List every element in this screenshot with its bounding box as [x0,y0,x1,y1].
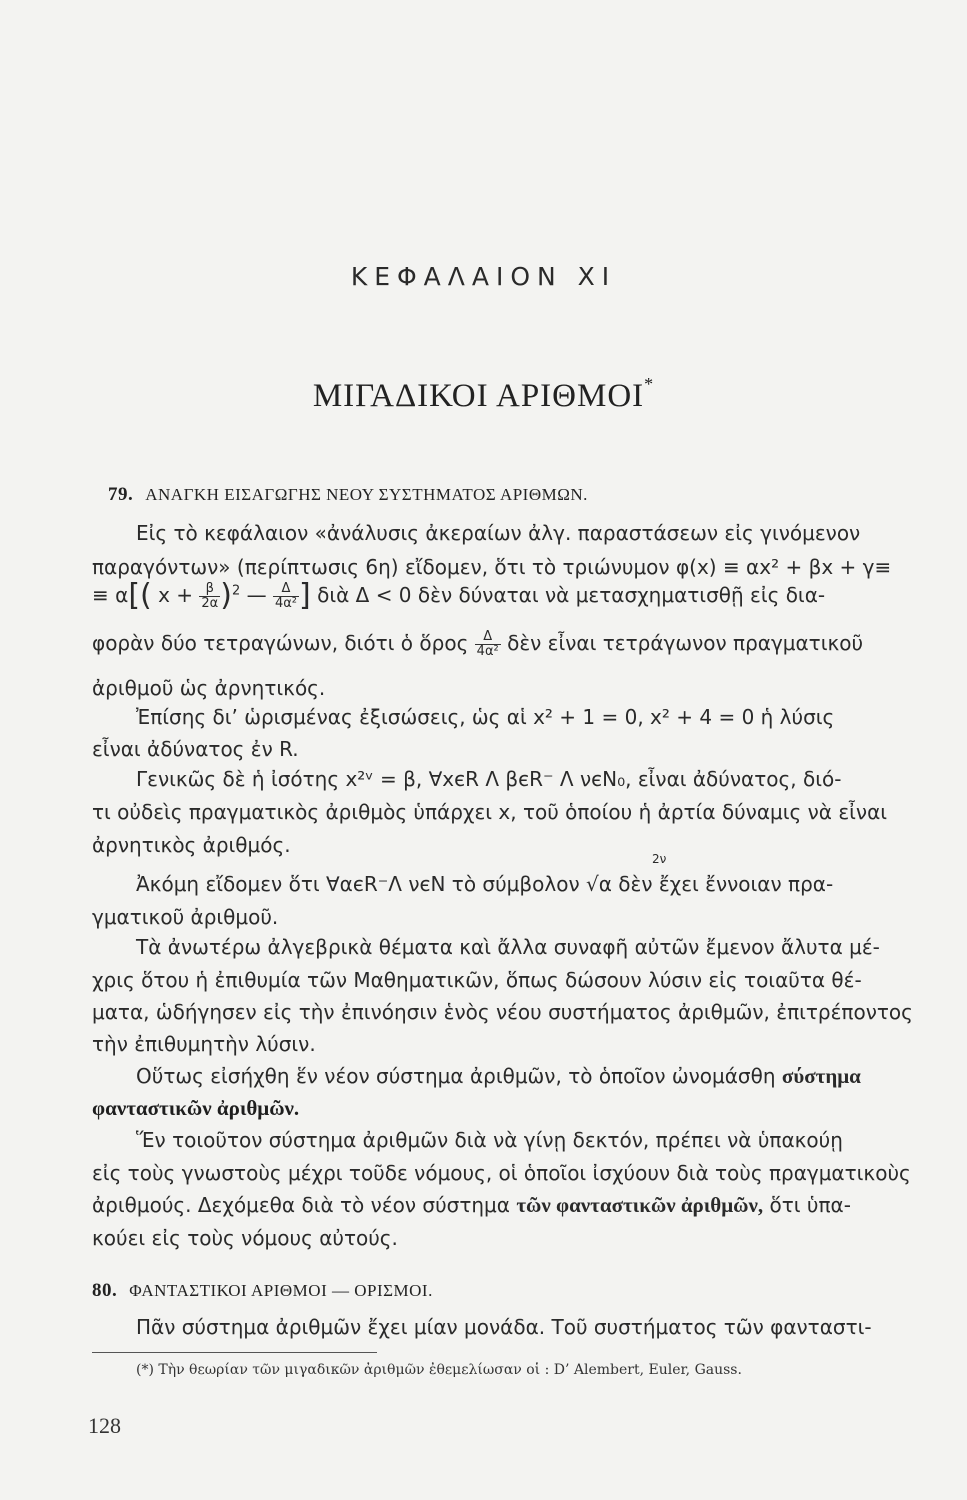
footnote-mark: * [644,374,655,394]
section-80-title: ΦΑΝΤΑΣΤΙΚΟΙ ΑΡΙΘΜΟΙ — ΟΡΙΣΜΟΙ. [129,1281,433,1300]
paragraph-line: Γενικῶς δὲ ἡ ἰσότης x²ᵛ = β, ∀xєR Λ βєR⁻ Λ νєN₀, εἶναι ἀδύνατος, διό- [136,767,842,791]
formula-minus: — [246,583,267,607]
paragraph-line: Τὰ ἀνωτέρω ἀλγεβρικὰ θέματα καὶ ἄλλα συναφῆ αὐτῶν ἔμενον ἄλυτα μέ- [136,935,880,959]
paragraph-line: χρις ὅτου ἡ ἐπιθυμία τῶν Μαθηματικῶν, ὅπως δώσουν λύσιν εἰς τοιαῦτα θέ- [92,968,862,992]
fraction-delta-4a2: $\frac{\Delta}{\text{4α²}}$ [274,581,298,611]
formula-square: 2 [231,583,241,599]
section-79-title: ΑΝΑΓΚΗ ΕΙΣΑΓΩΓΗΣ ΝΕΟΥ ΣΥΣΤΗΜΑΤΟΣ ΑΡΙΘΜΩΝ. [145,485,588,504]
section-80-heading [92,1280,433,1302]
paragraph-line: φορὰν δύο τετραγώνων, διότι ὁ ὅρος $\frac{\Delta}{\text{4α²}}$ δὲν εἶναι τετράγωνον πραγματικοῦ [92,629,864,659]
paragraph-line: ματα, ὡδήγησεν εἰς τὴν ἐπινόησιν ἑνὸς νέου συστήματος ἀριθμῶν, ἐπιτρέποντος [92,1000,913,1024]
formula-line: ≡ α[( x + $\frac{\beta}{2\alpha}$ )$^2$ — $\frac{\Delta}{\text{4α²}}$ ] διὰ Δ < 0 δὲν δύναται νὰ μετασχηματισθῇ εἰς δια- [92,578,826,613]
paragraph-line: ἀρνητικὸς ἀριθμός. [92,833,291,857]
paragraph-line: Εἰς τὸ κεφάλαιον «ἀνάλυσις ἀκεραίων ἀλγ. παραστάσεων εἰς γινόμενον [136,521,861,545]
formula-rest: διὰ Δ < 0 δὲν δύναται νὰ μετασχηματισθῇ εἰς δια- [317,583,826,607]
paragraph-line: Ἕν τοιοῦτον σύστημα ἀριθμῶν διὰ νὰ γίνῃ δεκτόν, πρέπει νὰ ὑπακούῃ [136,1128,843,1152]
chapter-title [0,374,967,415]
paragraph-line: παραγόντων» (περίπτωσις 6η) εἴδομεν, ὅτι τὸ τριώνυμον φ(x) ≡ αx² + βx + γ≡ [92,555,892,579]
chapter-label: ΚΕΦΑΛΑΙΟΝ XI [350,262,617,291]
paragraph-line: τι οὐδεὶς πραγματικὸς ἀριθμὸς ὑπάρχει x, τοῦ ὁποίου ἡ ἀρτία δύναμις νὰ εἶναι [92,800,888,824]
section-79-heading [108,484,588,506]
paragraph-line: ἀριθμοῦ ὡς ἀρνητικός. [92,676,326,700]
footnote: (*) Τὴν θεωρίαν τῶν μιγαδικῶν ἀριθμῶν ἐθεμελίωσαν οἱ : D’ Alembert, Euler, Gauss. [136,1362,742,1378]
fraction-delta-4a2-inline: $\frac{\Delta}{\text{4α²}}$ [476,629,499,659]
paragraph-line: Ἐπίσης δι’ ὡρισμένας ἐξισώσεις, ὡς αἱ x² + 1 = 0, x² + 4 = 0 ἡ λύσις [136,705,835,729]
section-80-number: 80. [92,1280,118,1301]
emphasis: σύστημα [781,1064,861,1088]
paragraph-line: γματικοῦ ἀριθμοῦ. [92,905,279,929]
section-79-number: 79. [108,484,134,505]
paragraph-line: εἶναι ἀδύνατος ἐν R. [92,737,299,761]
paragraph-line: τὴν ἐπιθυμητὴν λύσιν. [92,1032,316,1056]
paragraph-line: Πᾶν σύστημα ἀριθμῶν ἔχει μίαν μονάδα. Τοῦ συστήματος τῶν φανταστι- [136,1315,872,1339]
paragraph-line: Οὕτως εἰσήχθη ἕν νέον σύστημα ἀριθμῶν, τὸ ὁποῖον ὠνομάσθη σύστημα [136,1064,861,1088]
emphasis: τῶν φανταστικῶν ἀριθμῶν, [516,1193,764,1217]
chapter-title-text: ΜΙΓΑΔΙΚΟΙ ΑΡΙΘΜΟΙ [312,378,645,414]
formula-x: x + [158,583,194,607]
paragraph-line: Ἀκόμη εἴδομεν ὅτι ∀αєR⁻Λ νєN τὸ σύμβολον √α δὲν ἔχει ἔννοιαν πρα- [136,872,834,896]
fraction-beta-2a: $\frac{\beta}{2\alpha}$ [201,581,219,611]
root-index: 2ν [652,852,667,866]
formula-start: ≡ α [92,583,129,607]
paragraph-line: εἰς τοὺς γνωστοὺς μέχρι τοῦδε νόμους, οἱ ὁποῖοι ἰσχύουν διὰ τοὺς πραγματικοὺς [92,1161,911,1185]
emphasis: φανταστικῶν ἀριθμῶν. [92,1096,300,1120]
paragraph-line: κούει εἰς τοὺς νόμους αὐτούς. [92,1226,398,1250]
paragraph-line: ἀριθμούς. Δεχόμεθα διὰ τὸ νέον σύστημα τῶν φανταστικῶν ἀριθμῶν, ὅτι ὑπα- [92,1193,851,1217]
page-number: 128 [88,1413,121,1438]
footnote-divider [92,1352,377,1353]
